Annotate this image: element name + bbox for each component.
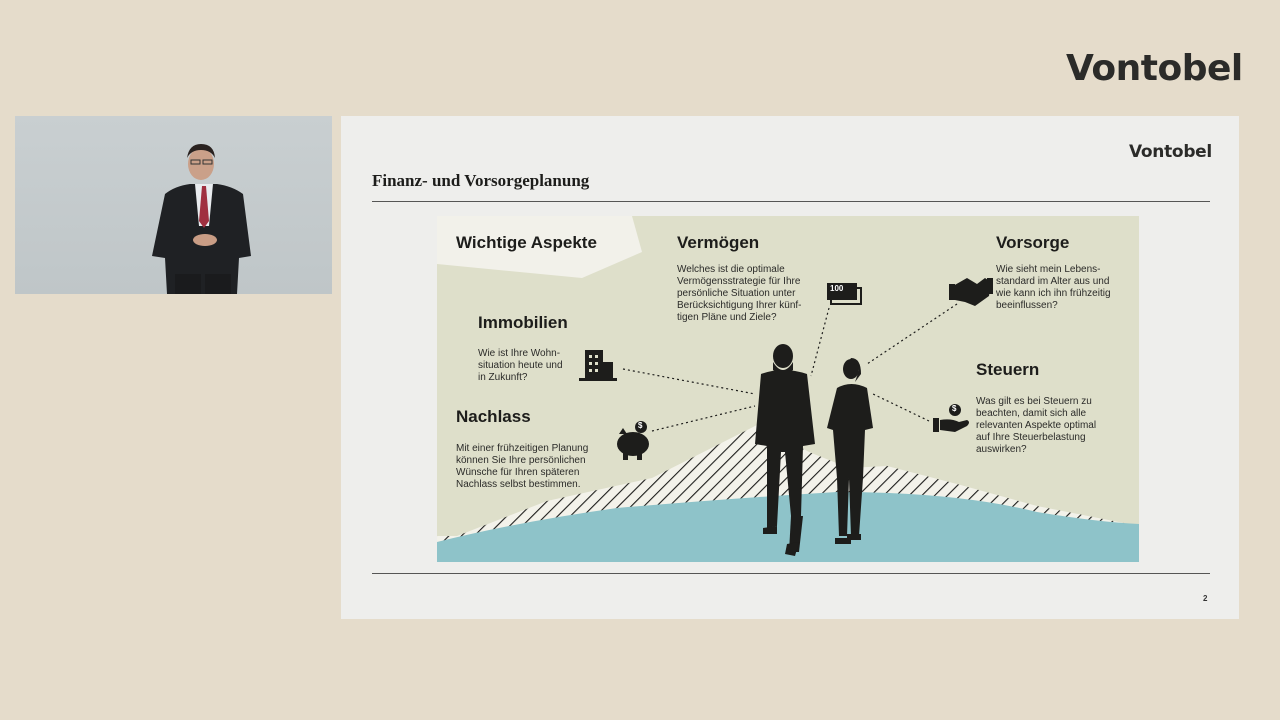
header-label-text: Wichtige Aspekte xyxy=(456,233,597,252)
brand-logo: Vontobel xyxy=(1066,48,1243,89)
presenter-video xyxy=(15,116,332,294)
banknote-label: 100 xyxy=(830,284,844,293)
steuern-text: Was gilt es bei Steuern zu beachten, damit sich alle relevanten Aspekte optimal auf Ihre Steuerbelastung auswirken? xyxy=(976,396,1097,455)
presenter-figure xyxy=(15,116,332,294)
vermoegen-title: Vermögen xyxy=(677,233,760,252)
nachlass-title: Nachlass xyxy=(456,407,531,426)
immobilien-text: Wie ist Ihre Wohn- situation heute und in Zukunft? xyxy=(478,348,563,383)
divider-bottom xyxy=(372,573,1210,574)
steuern-title: Steuern xyxy=(976,360,1040,379)
nachlass-text: Mit einer frühzeitigen Planung können Sie Ihre persönlichen Wünsche für Ihren späteren Nachlass selbst bestimmen. xyxy=(456,443,589,490)
vorsorge-text: Wie sieht mein Lebens- standard im Alter aus und wie kann ich ihn frühzeitig beeinflussen? xyxy=(996,264,1111,311)
hand-coin-symbol: $ xyxy=(952,404,957,413)
page-number: 2 xyxy=(1203,594,1208,603)
presentation-slide xyxy=(341,116,1239,619)
divider-top xyxy=(372,201,1210,202)
infographic xyxy=(437,216,1139,562)
piggy-coin-symbol: $ xyxy=(638,421,643,430)
slide-title: Finanz- und Vorsorgeplanung xyxy=(372,171,590,190)
slide-logo: Vontobel xyxy=(1129,142,1212,162)
vermoegen-text: Welches ist die optimale Vermögensstrategie für Ihre persönliche Situation unter Berücksichtigung Ihrer künf- tigen Pläne und Ziele? xyxy=(677,264,802,323)
vorsorge-title: Vorsorge xyxy=(996,233,1070,252)
immobilien-title: Immobilien xyxy=(478,313,568,332)
